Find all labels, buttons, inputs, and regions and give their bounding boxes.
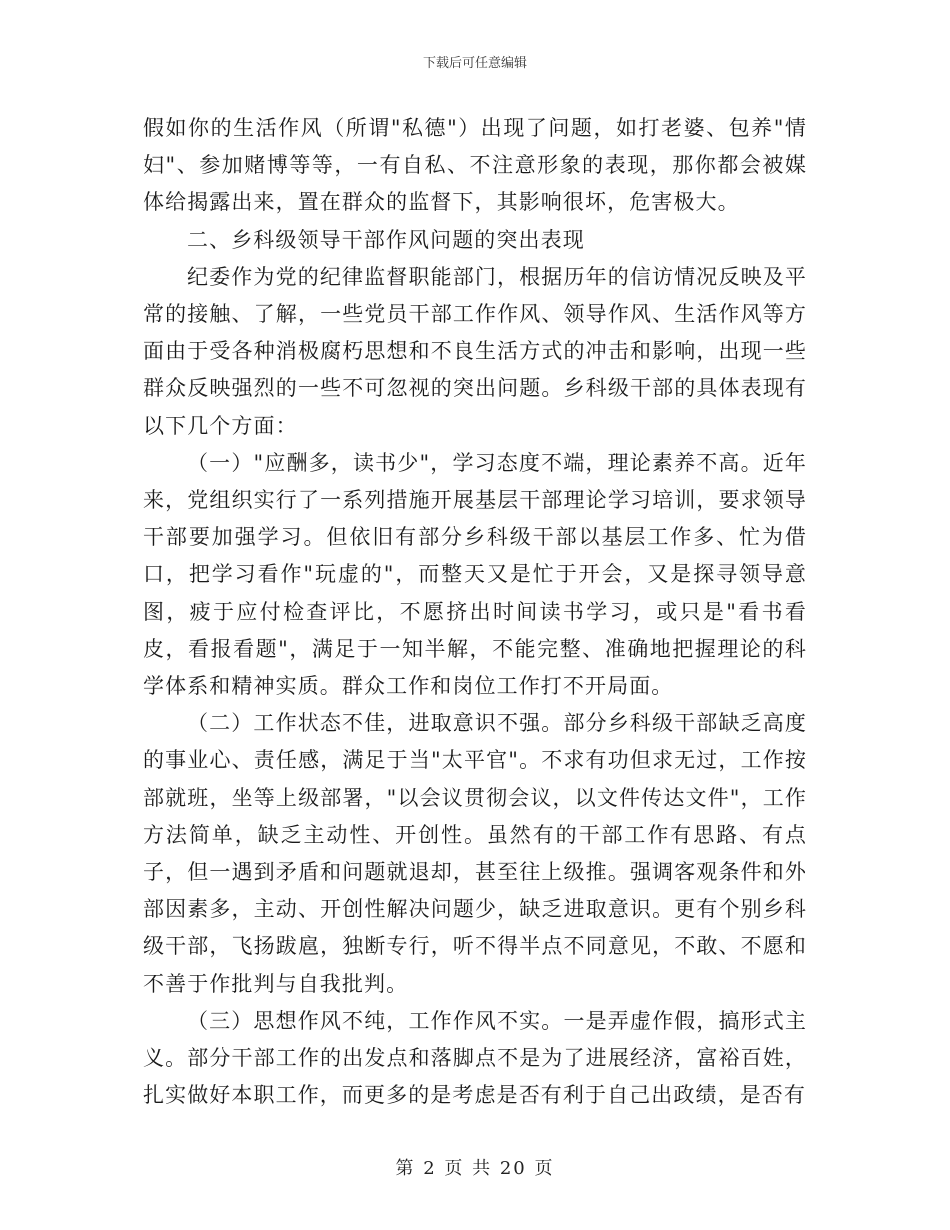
page-header: 下载后可任意编辑	[422, 56, 527, 71]
page-number-footer: 第 2 页 共 20 页	[395, 1158, 555, 1179]
paragraph-point-2: （二）工作状态不佳，进取意识不强。部分乡科级干部缺乏高度的事业心、责任感，满足于当"太平官"。不求有功但求无过，工作按部就班，坐等上级部署，"以会议贯彻会议，以文件传达文件"，工作方法简单，缺乏主动性、开创性。虽然有的干部工作有思路、有点子，但一遇到矛盾和问题就退却，甚至往上级推。强调客观条件和外部因素多，主动、开创性解决问题少，缺乏进取意识。更有个别乡科级干部，飞扬跋扈，独断专行，听不得半点不同意见，不敢、不愿和不善于作批判与自我批判。	[143, 711, 807, 996]
paragraph-continuation: 假如你的生活作风（所谓"私德"）出现了问题，如打老婆、包养"情妇"、参加赌博等等，一有自私、不注意形象的表现，那你都会被媒体给揭露出来，置在群众的监督下，其影响很坏，危害极大。	[143, 116, 807, 215]
paragraph-point-3: （三）思想作风不纯，工作作风不实。一是弄虚作假，搞形式主义。部分干部工作的出发点和落脚点不是为了进展经济，富裕百姓，扎实做好本职工作，而更多的是考虑是否有利于自己出政绩，是否有	[143, 1008, 807, 1108]
paragraph-intro: 纪委作为党的纪律监督职能部门，根据历年的信访情况反映及平常的接触、了解，一些党员干部工作作风、领导作风、生活作风等方面由于受各种消极腐朽思想和不良生活方式的冲击和影响，出现一些群众反映强烈的一些不可忽视的突出问题。乡科级干部的具体表现有以下几个方面：	[143, 264, 807, 438]
document-body	[143, 110, 807, 1114]
paragraph-point-1: （一）"应酬多，读书少"，学习态度不端，理论素养不高。近年来，党组织实行了一系列措施开展基层干部理论学习培训，要求领导干部要加强学习。但依旧有部分乡科级干部以基层工作多、忙为借口，把学习看作"玩虚的"，而整天又是忙于开会，又是探寻领导意图，疲于应付检查评比，不愿挤出时间读书学习，或只是"看书看皮，看报看题"，满足于一知半解，不能完整、准确地把握理论的科学体系和精神实质。群众工作和岗位工作打不开局面。	[143, 450, 807, 699]
section-heading: 二、乡科级领导干部作风问题的突出表现	[187, 227, 585, 252]
